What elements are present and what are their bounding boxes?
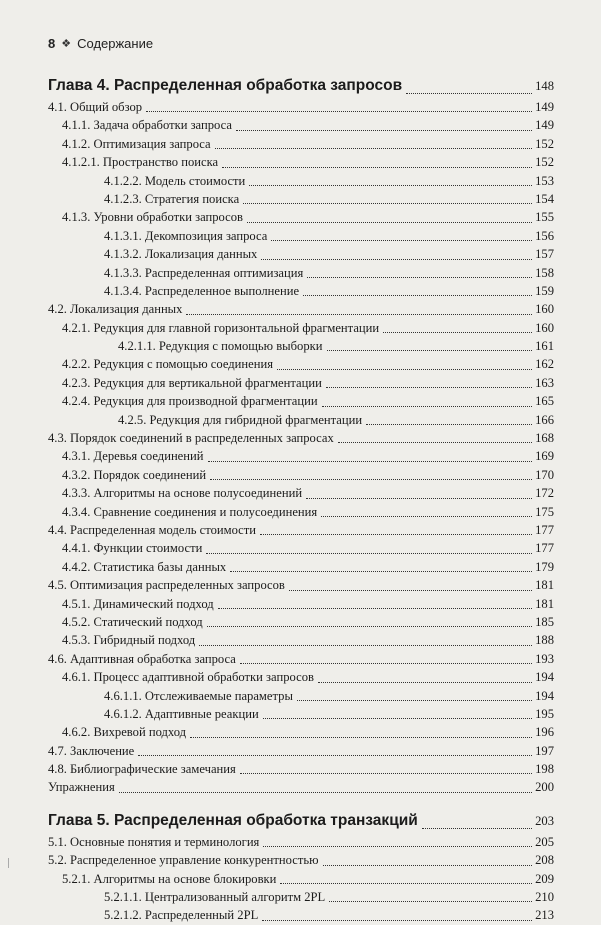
toc-entry-page: 210: [535, 890, 554, 905]
dot-leader: [236, 129, 532, 131]
toc-entry: [48, 576, 554, 594]
toc-entry-title: 4.2.1. Редукция для главной горизонтальной фрагментации: [62, 320, 380, 335]
toc-entry-title: 4.2.1.1. Редукция с помощью выборки: [118, 339, 323, 354]
toc-entry-title: 4.5.3. Гибридный подход: [62, 633, 196, 648]
toc-entry-title: 5.2.1.2. Распределенный 2PL: [104, 908, 259, 923]
dot-leader: [222, 166, 532, 168]
toc-entry: [48, 282, 554, 300]
toc-entry-page: 177: [535, 541, 554, 556]
toc-entry-page: 205: [535, 834, 554, 849]
toc-entry: [48, 190, 554, 208]
toc-entry: [48, 116, 554, 134]
toc-entry: [48, 466, 554, 484]
toc-entry-page: 213: [535, 908, 554, 923]
toc-entry: [48, 355, 554, 373]
toc-entry-page: 197: [535, 743, 554, 758]
toc-entry: [48, 392, 554, 410]
dot-leader: [307, 276, 532, 278]
dot-leader: [243, 202, 532, 204]
toc-entry-page: 160: [535, 320, 554, 335]
toc-entry-page: 159: [535, 283, 554, 298]
toc-entry-title: 4.1. Общий обзор: [48, 100, 143, 114]
toc-entry-title: 5.2. Распределенное управление конкурентностью: [48, 853, 319, 868]
dot-leader: [207, 625, 532, 627]
toc-entry-title: 4.2.3. Редукция для вертикальной фрагментации: [62, 375, 322, 390]
toc-entry-title: 4.8. Библиографические замечания: [48, 762, 236, 777]
toc-entry-page: 196: [535, 725, 554, 740]
dot-leader: [383, 331, 532, 333]
toc-entry-page: 179: [535, 559, 554, 574]
toc-entry-title: 4.1.3.2. Локализация данных: [104, 247, 258, 262]
toc-entry-title: 4.3.3. Алгоритмы на основе полусоединений: [62, 486, 303, 501]
toc-entry-page: 208: [535, 853, 554, 868]
toc-entry-title: 4.4.2. Статистика базы данных: [62, 559, 227, 574]
toc-entry: [48, 153, 554, 171]
toc-entry-title: 5.1. Основные понятия и терминология: [48, 834, 260, 849]
ornament-icon: ❖: [61, 38, 72, 50]
toc-entry-title: 4.6.1. Процесс адаптивной обработки запросов: [62, 670, 314, 685]
toc-entry-title: 4.3.4. Сравнение соединения и полусоединения: [62, 504, 318, 519]
toc-entry-title: 4.2.5. Редукция для гибридной фрагментации: [118, 412, 363, 427]
toc-entry-page: 160: [535, 302, 554, 317]
toc-entry: [48, 447, 554, 465]
toc-entry-title: 4.5.2. Статический подход: [62, 614, 203, 629]
dot-leader: [190, 736, 532, 738]
toc-entry-title: 4.5. Оптимизация распределенных запросов: [48, 578, 285, 593]
toc-entry: [48, 687, 554, 705]
toc-entry-page: 149: [535, 118, 554, 133]
toc-entry-title: 4.2. Локализация данных: [48, 302, 183, 317]
dot-leader: [240, 772, 532, 774]
dot-leader: [206, 552, 532, 554]
toc-entry-title: 4.1.2.2. Модель стоимости: [104, 173, 246, 188]
toc-entry-page: 152: [535, 136, 554, 151]
toc-entry-page: 168: [535, 431, 554, 446]
toc-entry-page: 177: [535, 522, 554, 537]
toc-entry-page: 152: [535, 155, 554, 170]
dot-leader: [263, 717, 532, 719]
toc-entry: [48, 888, 554, 906]
toc-entry-page: 163: [535, 375, 554, 390]
toc-entry: [48, 668, 554, 686]
margin-mark: [8, 858, 11, 868]
toc-entry: [48, 595, 554, 613]
toc-entry-page: 153: [535, 173, 554, 188]
toc-entry-page: 158: [535, 265, 554, 280]
toc-entry-title: 5.2.1. Алгоритмы на основе блокировки: [62, 871, 277, 886]
dot-leader: [329, 900, 532, 902]
toc-entry-title: 4.1.2.1. Пространство поиска: [62, 155, 219, 170]
toc-entry-page: 172: [535, 486, 554, 501]
toc-entry-page: 209: [535, 871, 554, 886]
toc-entry-page: 175: [535, 504, 554, 519]
dot-leader: [303, 294, 532, 296]
dot-leader: [208, 460, 533, 462]
toc-entry-page: 149: [535, 100, 554, 114]
toc-entry-title: 4.7. Заключение: [48, 743, 135, 758]
toc-chapter: [48, 74, 554, 98]
toc-entry-title: 4.5.1. Динамический подход: [62, 596, 214, 611]
dot-leader: [247, 221, 532, 223]
toc-entry: [48, 208, 554, 226]
toc-entry: [48, 870, 554, 888]
toc-entry-title: 4.6.2. Вихревой подход: [62, 725, 187, 740]
toc-entry: [48, 227, 554, 245]
dot-leader: [271, 239, 532, 241]
toc-entry-title: 4.4.1. Функции стоимости: [62, 541, 203, 556]
toc-entry-page: 161: [535, 339, 554, 354]
toc-entry-page: 166: [535, 412, 554, 427]
dot-leader: [422, 827, 532, 829]
dot-leader: [366, 423, 532, 425]
toc-entry-title: Глава 4. Распределенная обработка запросов: [48, 77, 403, 94]
toc-entry-title: 4.1.3.3. Распределенная оптимизация: [104, 265, 304, 280]
toc-entry-page: 181: [535, 596, 554, 611]
running-header: [48, 36, 153, 51]
toc-entry: [48, 484, 554, 502]
dot-leader: [215, 147, 532, 149]
toc-entry: [48, 650, 554, 668]
toc-entry-page: 165: [535, 394, 554, 409]
toc-entry-title: 4.1.3. Уровни обработки запросов: [62, 210, 243, 225]
dot-leader: [186, 313, 532, 315]
toc-entry-title: 4.1.3.4. Распределенное выполнение: [104, 283, 300, 298]
toc-entry-page: 198: [535, 762, 554, 777]
toc-entry-page: 194: [535, 670, 554, 685]
toc-entry-page: 203: [535, 813, 554, 828]
toc-entry-page: 181: [535, 578, 554, 593]
dot-leader: [249, 184, 532, 186]
page-number: 8: [48, 36, 56, 51]
section-title: Содержание: [77, 36, 154, 51]
dot-leader: [230, 570, 532, 572]
dot-leader: [318, 681, 532, 683]
toc-entry-title: 4.3.1. Деревья соединений: [62, 449, 204, 464]
toc-entry: [48, 503, 554, 521]
table-of-contents: [48, 74, 554, 925]
dot-leader: [338, 441, 532, 443]
toc-entry: [48, 135, 554, 153]
dot-leader: [138, 754, 532, 756]
toc-entry-title: 4.1.2. Оптимизация запроса: [62, 136, 211, 151]
toc-entry: [48, 613, 554, 631]
toc-entry: [48, 558, 554, 576]
dot-leader: [326, 386, 532, 388]
toc-entry-page: 185: [535, 614, 554, 629]
toc-entry: [48, 723, 554, 741]
toc-entry: [48, 851, 554, 869]
toc-entry-title: 5.2.1.1. Централизованный алгоритм 2PL: [104, 890, 326, 905]
toc-entry: [48, 705, 554, 723]
toc-entry: [48, 337, 554, 355]
dot-leader: [327, 349, 532, 351]
toc-entry-page: 200: [535, 780, 554, 795]
toc-entry-title: 4.6.1.1. Отслеживаемые параметры: [104, 688, 293, 703]
toc-entry-title: 4.2.4. Редукция для производной фрагментации: [62, 394, 318, 409]
dot-leader: [289, 589, 532, 591]
toc-entry-page: 169: [535, 449, 554, 464]
toc-entry-page: 157: [535, 247, 554, 262]
dot-leader: [297, 699, 532, 701]
toc-entry-page: 162: [535, 357, 554, 372]
toc-entry: [48, 374, 554, 392]
toc-entry: [48, 319, 554, 337]
dot-leader: [260, 533, 532, 535]
dot-leader: [263, 845, 532, 847]
toc-entry: [48, 742, 554, 760]
toc-entry-title: Глава 5. Распределенная обработка транзакций: [48, 811, 418, 829]
toc-chapter: [48, 809, 554, 833]
dot-leader: [321, 515, 532, 517]
toc-entry: [48, 539, 554, 557]
dot-leader: [210, 478, 532, 480]
toc-entry-page: 188: [535, 633, 554, 648]
toc-entry-title: 4.1.2.3. Стратегия поиска: [104, 191, 240, 206]
toc-entry: [48, 760, 554, 778]
toc-entry-title: 4.4. Распределенная модель стоимости: [48, 522, 257, 537]
dot-leader: [306, 497, 532, 499]
dot-leader: [277, 368, 532, 370]
toc-entry-page: 148: [535, 79, 554, 93]
dot-leader: [261, 258, 532, 260]
toc-entry-title: 4.1.1. Задача обработки запроса: [62, 118, 232, 133]
toc-entry-title: 4.1.3.1. Декомпозиция запроса: [104, 228, 268, 243]
dot-leader: [240, 662, 532, 664]
toc-entry: [48, 98, 554, 116]
toc-entry: [48, 631, 554, 649]
toc-entry: [48, 264, 554, 282]
toc-entry-title: 4.2.2. Редукция с помощью соединения: [62, 357, 274, 372]
dot-leader: [119, 791, 532, 793]
toc-entry-title: 4.6. Адаптивная обработка запроса: [48, 651, 236, 666]
toc-entry: [48, 411, 554, 429]
toc-entry: [48, 172, 554, 190]
dot-leader: [280, 882, 532, 884]
toc-entry: [48, 245, 554, 263]
dot-leader: [322, 405, 532, 407]
dot-leader: [323, 864, 533, 866]
toc-entry-page: 194: [535, 688, 554, 703]
dot-leader: [146, 110, 532, 112]
toc-entry: [48, 906, 554, 924]
dot-leader: [262, 919, 532, 921]
toc-entry: [48, 833, 554, 851]
toc-entry-page: 155: [535, 210, 554, 225]
dot-leader: [218, 607, 532, 609]
toc-entry: [48, 778, 554, 796]
toc-entry-title: 4.3.2. Порядок соединений: [62, 467, 207, 482]
dot-leader: [406, 92, 532, 94]
toc-entry-page: 170: [535, 467, 554, 482]
toc-entry-page: 193: [535, 651, 554, 666]
toc-entry: [48, 521, 554, 539]
toc-entry-title: 4.6.1.2. Адаптивные реакции: [104, 706, 259, 721]
toc-entry-page: 154: [535, 191, 554, 206]
dot-leader: [199, 644, 532, 646]
toc-entry-page: 156: [535, 228, 554, 243]
chapter-gap: [48, 797, 554, 809]
toc-entry-page: 195: [535, 706, 554, 721]
toc-entry-title: Упражнения: [48, 780, 115, 795]
toc-entry: [48, 429, 554, 447]
toc-entry: [48, 300, 554, 318]
toc-entry-title: 4.3. Порядок соединений в распределенных запросах: [48, 431, 334, 446]
